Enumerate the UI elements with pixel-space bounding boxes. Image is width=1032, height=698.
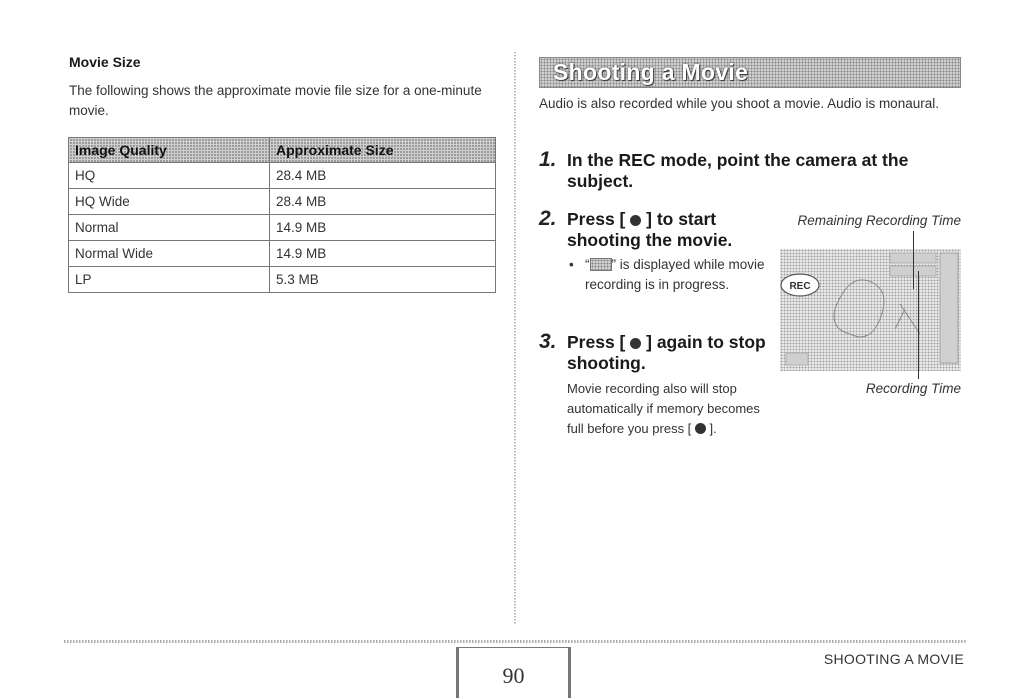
recording-time-label: Recording Time: [865, 381, 961, 396]
step-2-number: 2.: [539, 207, 557, 230]
section-title: Shooting a Movie: [553, 59, 749, 85]
footer-section-name: SHOOTING A MOVIE: [823, 651, 964, 667]
table-header-row: [69, 138, 496, 163]
table-cell-quality: HQ Wide: [69, 189, 270, 215]
battery-icon: [786, 353, 808, 365]
table-row: [69, 189, 496, 215]
bullet-quote-open: “: [585, 257, 590, 272]
column-divider: [514, 52, 516, 624]
rec-indicator-text: REC: [789, 281, 811, 292]
step-2-text: [567, 209, 777, 251]
bullet-dot: •: [569, 257, 574, 272]
table-cell-size: 28.4 MB: [270, 163, 496, 189]
step-3-body: [567, 379, 767, 439]
screen-status-icons: [940, 253, 958, 363]
table-row: [69, 267, 496, 293]
step-1-text: In the REC mode, point the camera at the subject.: [567, 150, 909, 191]
page-number-box: [456, 647, 571, 698]
table-header-image-quality: Image Quality: [69, 138, 270, 163]
table-cell-quality: LP: [69, 267, 270, 293]
subject-outline: [834, 280, 884, 337]
step-2-text-after: ] to start shooting the movie.: [567, 209, 733, 250]
subject-detail: [895, 304, 920, 334]
shutter-button-icon: [630, 215, 641, 226]
bullet-text-after: ” is displayed while movie recording is in progress.: [585, 257, 765, 292]
page-number: 90: [502, 663, 525, 688]
table-row: [69, 215, 496, 241]
movie-size-intro: The following shows the approximate movie file size for a one-minute movie.: [69, 83, 482, 118]
camera-screen-drawing: [780, 249, 961, 371]
step-2-text-before: Press [: [567, 209, 626, 229]
table-cell-quality: Normal: [69, 215, 270, 241]
shutter-button-icon: [630, 338, 641, 349]
table-cell-size: 14.9 MB: [270, 241, 496, 267]
shutter-button-icon: [695, 423, 706, 434]
step-3-body-before: Movie recording also will stop automatically if memory becomes full before you press [: [567, 381, 760, 436]
camera-monitor-illustration: [780, 249, 961, 371]
table-header-approximate-size: Approximate Size: [270, 138, 496, 163]
footer-rule: [64, 640, 966, 643]
step-3-text: [567, 332, 767, 374]
step-1-number: 1.: [539, 148, 557, 171]
movie-size-table: [68, 137, 496, 293]
step-3-number: 3.: [539, 330, 557, 353]
remaining-time-leader-line: [913, 231, 914, 289]
table-cell-quality: Normal Wide: [69, 241, 270, 267]
remaining-recording-time-label: Remaining Recording Time: [797, 213, 961, 228]
recording-time-leader-line: [918, 271, 919, 379]
step-3-text-before: Press [: [567, 332, 626, 352]
table-cell-size: 5.3 MB: [270, 267, 496, 293]
table-cell-size: 28.4 MB: [270, 189, 496, 215]
table-cell-size: 14.9 MB: [270, 215, 496, 241]
audio-note: Audio is also recorded while you shoot a movie. Audio is monaural.: [539, 96, 939, 111]
table-row: [69, 241, 496, 267]
movie-size-heading: Movie Size: [69, 54, 141, 70]
table-row: [69, 163, 496, 189]
table-cell-quality: HQ: [69, 163, 270, 189]
step-3-body-after: ].: [709, 421, 717, 436]
step-3-text-after: ] again to stop shooting.: [567, 332, 766, 373]
section-banner: [539, 57, 961, 88]
rec-indicator-icon: [590, 258, 612, 271]
bullet-text: [585, 255, 771, 295]
